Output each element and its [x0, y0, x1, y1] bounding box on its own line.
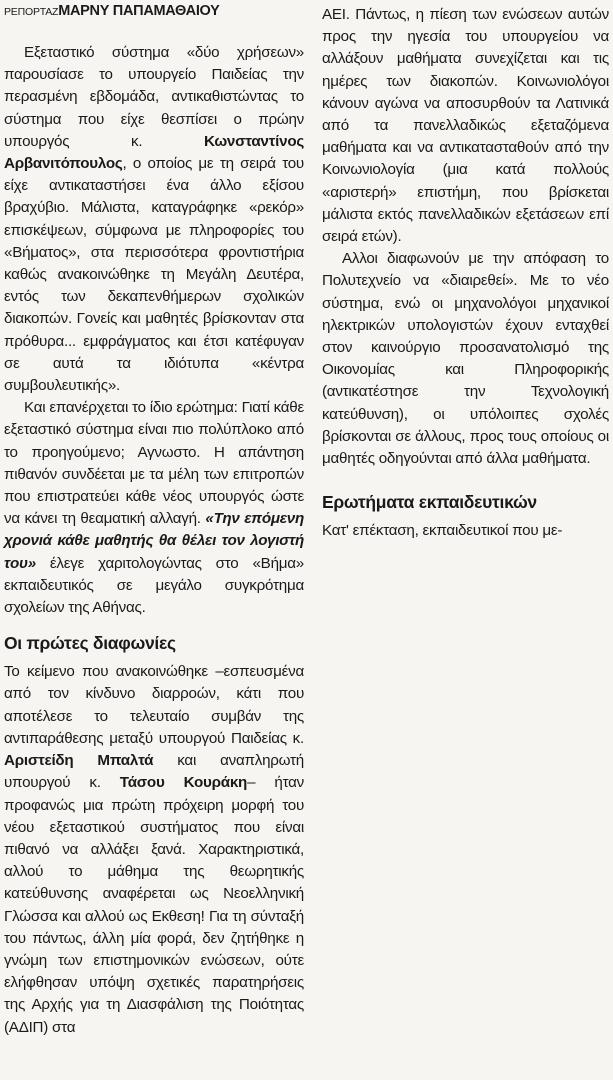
text-run: Και επανέρχεται το ίδιο ερώτημα: Γιατί κάθε εξεταστικό σύστημα είναι πιο πολύπλοκο από το προηγούμενο; Αγνωστο. Η απάντηση πιθανόν συνδέεται με τα μέλη των επιτροπών που επιστρατεύει κάθε νέος υπουργός ώστε να κάνει τη θεαματική αλλαγή.	[4, 399, 304, 528]
paragraph: Κατ' επέκταση, εκπαιδευτικοί που με-	[322, 522, 563, 540]
paragraph: Αλλοι διαφωνούν με την απόφαση το Πολυτεχνείο να «διαιρεθεί». Με το νέο σύστημα, ενώ οι μηχανολόγοι μηχανικοί ηλεκτρικών υπολογιστών έχουν ενταχθεί στον καινούργιο προσανατολισμό της Οικονομίας και Πληροφορικής (αντικατέστησε την Τεχνολογική κατεύθυνση), οι υπόλοιπες σχολές βρίσκονται σε άλλους, προς τους οποίους οι μαθητές οδηγούνται από άλλα μαθήματα.	[322, 250, 609, 468]
text-run: και αναπληρωτή υπουργού κ.	[4, 752, 305, 792]
text-run: , ο οποίος με τη σειρά του είχε αντικαταστήσει ένα άλλο εξίσου βραχύβιο. Μάλιστα, καταγράφηκε «ρεκόρ» επισκέψεων, σύμφωνα με πληροφορίες του «Βήματος», στα περισσότερα φροντιστήρια καθώς ανακοινώθηκε τη Μεγάλη Δευτέρα, εντός των δεκαπενθήμερων σχολικών διακοπών. Γονείς και μαθητές βρίσκονταν στα πρόθυρα... εμφράγματος και έτσι κατέφυγαν σε αυτά τα ιδιότυπα «κέντρα συμβουλευτικής».	[4, 155, 304, 395]
section-heading: Ερωτήματα εκπαιδευτικών	[322, 492, 537, 513]
section-heading: Οι πρώτες διαφωνίες	[4, 633, 176, 654]
paragraph	[4, 397, 304, 619]
paragraph: ΑΕΙ. Πάντως, η πίεση των ενώσεων αυτών προς την ηγεσία του υπουργείου να αλλάξουν μαθήματα συνεχίζεται και τις ημέρες των διακοπών. Κοινωνιολόγοι κάνουν αγώνα να αποσυρθούν τα Λατινικά από τα πανελλαδικώς εξεταζόμενα μαθήματα και να αντικατασταθούν από την Κοινωνιολογία (μια κατά πολλούς «αριστερή» επιστήμη, που βρίσκεται μάλιστα εκτός πανελλαδικών εξετάσεων επί σειρά ετών).	[322, 6, 609, 246]
right-column	[322, 4, 609, 542]
person-name: Κωνσταντίνος Αρβανιτόπουλος	[4, 132, 304, 173]
byline	[4, 2, 308, 21]
person-name: Τάσου Κουράκη	[119, 774, 248, 792]
text-run: έλεγε χαριτολογώντας στο «Βήμα» εκπαιδευτικός σε μεγάλο συγκρότημα σχολείων της Αθήνας.	[4, 554, 304, 617]
text-run: Εξεταστικό σύστημα «δύο χρήσεων» παρουσίασε το υπουργείο Παιδείας την περασμένη εβδομάδα, αντικαθιστώντας το σύστημα που είχε θεσπίσει ο πρώην υπουργός κ.	[4, 44, 304, 150]
text-run: – ήταν προφανώς μια πρώτη πρόχειρη μορφή του νέου εξεταστικού συστήματος που είναι πιθανό να αλλάξει ξανά. Χαρακτηριστικά, αλλού το μάθημα της θεωρητικής κατεύθυνσης αναφέρεται ως Νεοελληνική Γλώσσα και αλλού ως Εκθεση! Για τη σύνταξή του πάντως, άλλη μία φορά, δεν ζητήθηκε η γνώμη των επιστημονικών ενώσεων, ούτε ελήφθησαν υπόψη σχετικές παρατηρήσεις της Αρχής για τη Διασφάλιση της Ποιότητας (ΑΔΙΠ) στα	[4, 774, 304, 1036]
paragraph	[4, 661, 304, 1038]
byline-author: ΜΑΡΝΥ ΠΑΠΑΜΑΘΑΙΟΥ	[58, 3, 220, 19]
person-name: Αριστείδη Μπαλτά	[4, 752, 154, 770]
quote: «Την επόμενη χρονιά κάθε μαθητής θα θέλει τον λογιστή του»	[4, 510, 304, 572]
text-run: Το κείμενο που ανακοινώθηκε –εσπευσμένα από τον κίνδυνο διαρροών, κάτι που αποτέλεσε το τελευταίο συμβάν της αντιπαράθεσης μεταξύ υπουργού Παιδείας κ.	[4, 663, 304, 747]
paragraph	[4, 42, 304, 397]
byline-kicker: ΡΕΠΟΡΤΑΖ	[4, 6, 59, 18]
left-column	[4, 42, 304, 1039]
